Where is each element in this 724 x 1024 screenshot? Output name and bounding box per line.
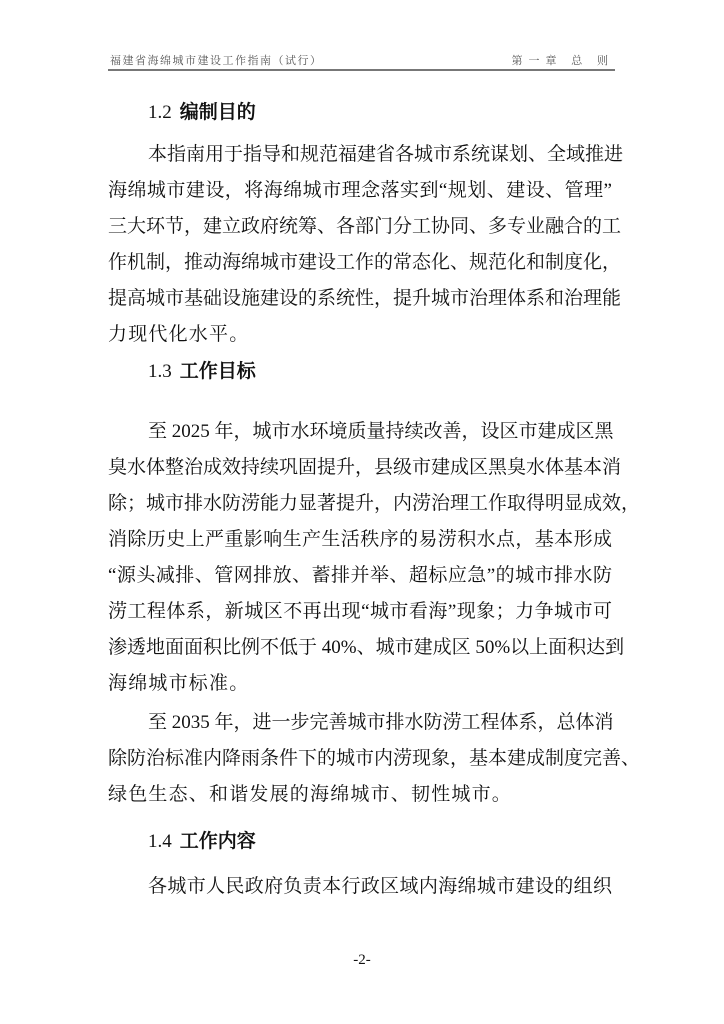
document-title: 福建省海绵城市建设工作指南（试行） [110,55,323,67]
section-heading [148,95,256,131]
paragraph-line: 海绵城市建设，将海绵城市理念落实到“规划、建设、管理” [108,180,612,201]
paragraph-line: “源头减排、管网排放、蓄排并举、超标应急”的城市排水防 [108,565,612,586]
paragraph-line: 臭水体整治成效持续巩固提升，县级市建成区黑臭水体基本消 [108,457,622,478]
paragraph-line: 作机制，推动海绵城市建设工作的常态化、规范化和制度化， [108,252,622,273]
paragraph-line: 涝工程体系，新城区不再出现“城市看海”现象；力争城市可 [108,601,612,622]
section-number: 1.2 [148,102,172,123]
section-number: 1.4 [148,831,172,852]
paragraph-line: 海绵城市标准。 [108,673,250,694]
page-number: -2- [353,952,371,968]
paragraph-line: 除；城市排水防涝能力显著提升，内涝治理工作取得明显成效， [108,493,641,514]
section-heading [148,824,256,860]
paragraph-line: 绿色生态、和谐发展的海绵城市、韧性城市。 [108,784,513,805]
section-title: 工作内容 [179,831,256,852]
paragraph-line: 消除历史上严重影响生产生活秩序的易涝积水点，基本形成 [108,529,612,550]
section-heading [148,354,256,390]
paragraph-line: 至 2035 年，进一步完善城市排水防涝工程体系，总体消 [148,712,614,733]
paragraph-line: 各城市人民政府负责本行政区域内海绵城市建设的组织 [148,876,612,897]
section-number: 1.3 [148,361,172,382]
paragraph-line: 本指南用于指导和规范福建省各城市系统谋划、全域推进 [148,144,624,165]
paragraph-line: 至 2025 年，城市水环境质量持续改善，设区市建成区黑 [148,421,614,442]
section-title: 工作目标 [179,361,256,382]
paragraph-line: 提高城市基础设施建设的系统性，提升城市治理体系和治理能 [108,288,622,309]
section-title: 编制目的 [179,102,256,123]
paragraph-line: 渗透地面面积比例不低于 40%、城市建成区 50%以上面积达到 [108,637,625,658]
paragraph-line: 力现代化水平。 [108,324,250,345]
paragraph-line: 三大环节，建立政府统筹、各部门分工协同、多专业融合的工 [108,216,622,237]
paragraph-line: 除防治标准内降雨条件下的城市内涝现象，基本建成制度完善、 [108,748,641,769]
chapter-title: 第一章 总 则 [511,55,614,67]
header-divider [108,69,615,71]
